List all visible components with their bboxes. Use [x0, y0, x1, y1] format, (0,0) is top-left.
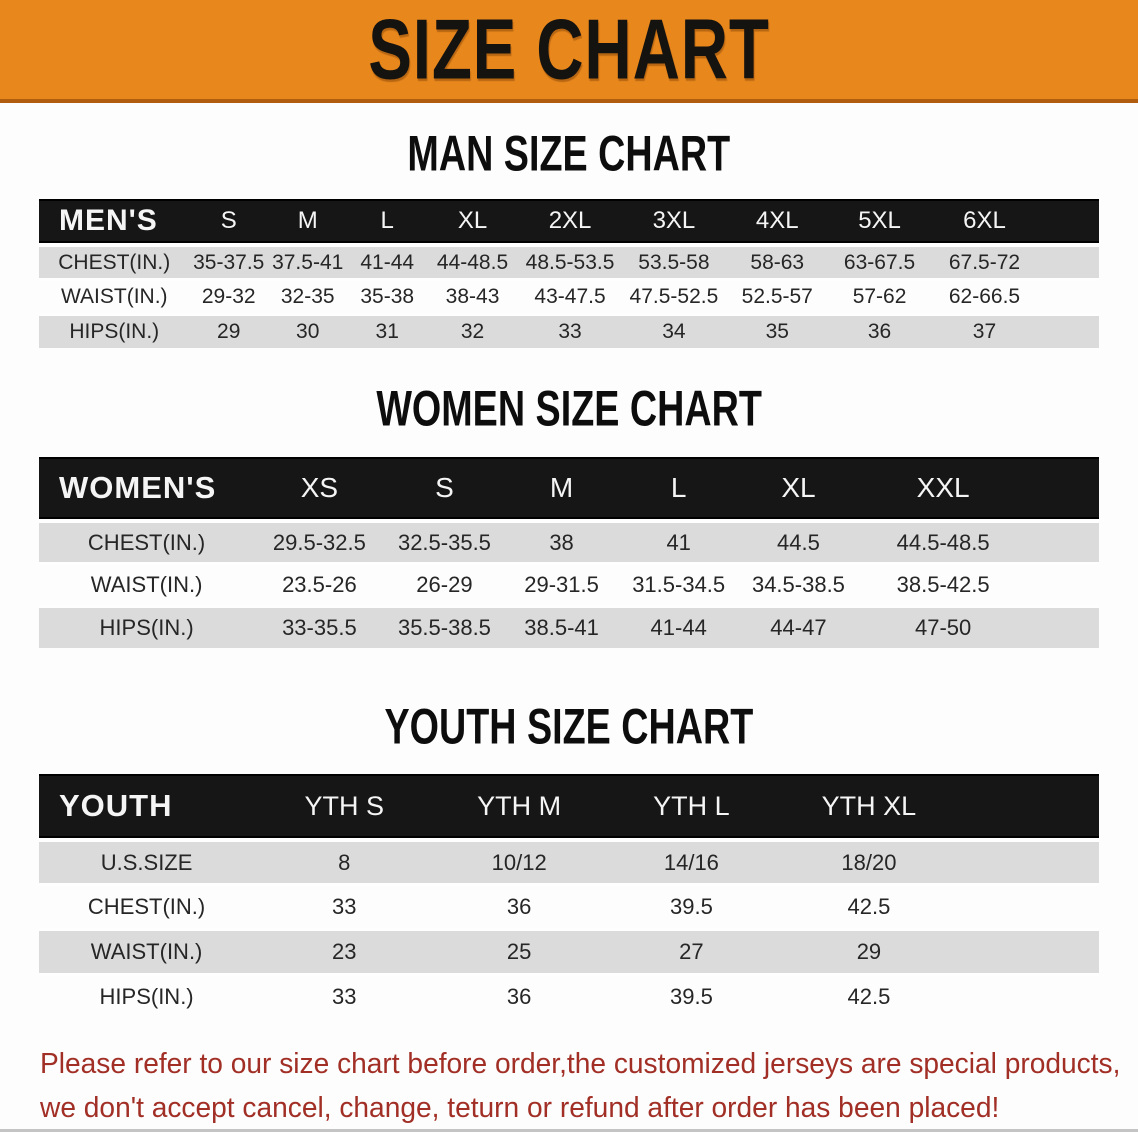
measure-row-label: CHEST(IN.) — [39, 243, 190, 278]
women-section-heading: WOMEN SIZE CHART — [376, 379, 762, 437]
size-value-cell: 62-66.5 — [930, 278, 1038, 313]
size-value-cell: 37.5-41 — [268, 243, 348, 278]
size-value-cell: 18/20 — [779, 838, 959, 883]
size-value-cell: 8 — [254, 838, 434, 883]
size-value-cell: 44-47 — [739, 605, 859, 648]
header-filler — [959, 774, 1099, 838]
women-size-table — [39, 457, 1099, 648]
table-row — [39, 883, 1099, 928]
size-value-cell: 38 — [504, 519, 618, 562]
size-value-cell: 57-62 — [829, 278, 931, 313]
row-filler — [1039, 278, 1099, 313]
size-value-cell: 27 — [604, 928, 779, 973]
table-row — [39, 243, 1099, 278]
size-value-cell: 29-32 — [190, 278, 268, 313]
size-value-cell: 47.5-52.5 — [622, 278, 726, 313]
size-value-cell: 33 — [518, 313, 622, 348]
size-value-cell: 34 — [622, 313, 726, 348]
size-column-header: YTH S — [254, 774, 434, 838]
size-column-header: L — [347, 199, 427, 243]
header-filler — [1039, 199, 1099, 243]
row-filler — [1028, 605, 1099, 648]
size-column-header: S — [385, 457, 505, 519]
size-value-cell: 42.5 — [779, 883, 959, 928]
size-column-header: M — [504, 457, 618, 519]
row-filler — [1039, 313, 1099, 348]
row-filler — [959, 973, 1099, 1018]
size-value-cell: 32.5-35.5 — [385, 519, 505, 562]
size-column-header: YTH XL — [779, 774, 959, 838]
measure-row-label: CHEST(IN.) — [39, 519, 254, 562]
row-filler — [1039, 243, 1099, 278]
table-row — [39, 928, 1099, 973]
size-value-cell: 32 — [427, 313, 518, 348]
youth-section-heading: YOUTH SIZE CHART — [384, 697, 754, 755]
size-value-cell: 44.5-48.5 — [858, 519, 1028, 562]
row-filler — [1028, 562, 1099, 605]
size-value-cell: 48.5-53.5 — [518, 243, 622, 278]
size-column-header: YTH M — [434, 774, 604, 838]
size-column-header: 6XL — [930, 199, 1038, 243]
banner-title: SIZE CHART — [368, 0, 770, 98]
table-row — [39, 562, 1099, 605]
size-value-cell: 47-50 — [858, 605, 1028, 648]
table-row — [39, 973, 1099, 1018]
size-value-cell: 14/16 — [604, 838, 779, 883]
disclaimer-line-1: Please refer to our size chart before order,the customized jerseys are special products, — [40, 1048, 1121, 1080]
disclaimer-line-2: we don't accept cancel, change, teturn or refund after order has been placed! — [40, 1092, 1000, 1124]
table-group-label: WOMEN'S — [39, 457, 254, 519]
size-value-cell: 25 — [434, 928, 604, 973]
size-value-cell: 29 — [779, 928, 959, 973]
size-value-cell: 23 — [254, 928, 434, 973]
measure-row-label: WAIST(IN.) — [39, 928, 254, 973]
table-row — [39, 278, 1099, 313]
size-value-cell: 39.5 — [604, 973, 779, 1018]
measure-row-label: HIPS(IN.) — [39, 973, 254, 1018]
size-column-header: M — [268, 199, 348, 243]
size-value-cell: 52.5-57 — [726, 278, 829, 313]
size-value-cell: 58-63 — [726, 243, 829, 278]
measure-row-label: HIPS(IN.) — [39, 605, 254, 648]
size-column-header: 5XL — [829, 199, 931, 243]
row-filler — [1028, 519, 1099, 562]
table-row — [39, 313, 1099, 348]
size-value-cell: 31 — [347, 313, 427, 348]
size-value-cell: 29-31.5 — [504, 562, 618, 605]
size-value-cell: 35-38 — [347, 278, 427, 313]
size-value-cell: 37 — [930, 313, 1038, 348]
size-column-header: 2XL — [518, 199, 622, 243]
size-column-header: S — [190, 199, 268, 243]
size-value-cell: 41-44 — [347, 243, 427, 278]
measure-row-label: HIPS(IN.) — [39, 313, 190, 348]
table-row — [39, 838, 1099, 883]
size-value-cell: 43-47.5 — [518, 278, 622, 313]
size-value-cell: 34.5-38.5 — [739, 562, 859, 605]
size-column-header: YTH L — [604, 774, 779, 838]
size-value-cell: 63-67.5 — [829, 243, 931, 278]
size-value-cell: 29 — [190, 313, 268, 348]
size-column-header: XL — [427, 199, 518, 243]
size-value-cell: 44.5 — [739, 519, 859, 562]
row-filler — [959, 883, 1099, 928]
size-value-cell: 36 — [434, 973, 604, 1018]
size-value-cell: 41 — [619, 519, 739, 562]
size-value-cell: 35.5-38.5 — [385, 605, 505, 648]
size-value-cell: 35 — [726, 313, 829, 348]
size-value-cell: 29.5-32.5 — [254, 519, 384, 562]
measure-row-label: WAIST(IN.) — [39, 278, 190, 313]
size-value-cell: 36 — [434, 883, 604, 928]
size-column-header: 3XL — [622, 199, 726, 243]
size-value-cell: 30 — [268, 313, 348, 348]
size-value-cell: 23.5-26 — [254, 562, 384, 605]
men-size-table — [39, 199, 1099, 348]
size-value-cell: 38-43 — [427, 278, 518, 313]
size-value-cell: 36 — [829, 313, 931, 348]
size-value-cell: 38.5-41 — [504, 605, 618, 648]
table-row — [39, 605, 1099, 648]
table-row — [39, 519, 1099, 562]
measure-row-label: U.S.SIZE — [39, 838, 254, 883]
size-value-cell: 33 — [254, 973, 434, 1018]
size-column-header: XS — [254, 457, 384, 519]
table-group-label: YOUTH — [39, 774, 254, 838]
size-value-cell: 33-35.5 — [254, 605, 384, 648]
table-group-label: MEN'S — [39, 199, 190, 243]
size-value-cell: 32-35 — [268, 278, 348, 313]
size-chart-banner — [0, 0, 1138, 103]
size-value-cell: 39.5 — [604, 883, 779, 928]
size-value-cell: 35-37.5 — [190, 243, 268, 278]
men-section-heading: MAN SIZE CHART — [407, 124, 731, 182]
measure-row-label: CHEST(IN.) — [39, 883, 254, 928]
order-disclaimer — [40, 1042, 1121, 1130]
size-value-cell: 67.5-72 — [930, 243, 1038, 278]
size-column-header: XXL — [858, 457, 1028, 519]
size-value-cell: 33 — [254, 883, 434, 928]
measure-row-label: WAIST(IN.) — [39, 562, 254, 605]
row-filler — [959, 928, 1099, 973]
size-value-cell: 53.5-58 — [622, 243, 726, 278]
size-value-cell: 38.5-42.5 — [858, 562, 1028, 605]
size-column-header: 4XL — [726, 199, 829, 243]
size-value-cell: 26-29 — [385, 562, 505, 605]
size-value-cell: 41-44 — [619, 605, 739, 648]
size-value-cell: 42.5 — [779, 973, 959, 1018]
header-filler — [1028, 457, 1099, 519]
row-filler — [959, 838, 1099, 883]
size-value-cell: 10/12 — [434, 838, 604, 883]
size-value-cell: 31.5-34.5 — [619, 562, 739, 605]
youth-size-table — [39, 774, 1099, 1018]
size-value-cell: 44-48.5 — [427, 243, 518, 278]
size-column-header: XL — [739, 457, 859, 519]
size-column-header: L — [619, 457, 739, 519]
